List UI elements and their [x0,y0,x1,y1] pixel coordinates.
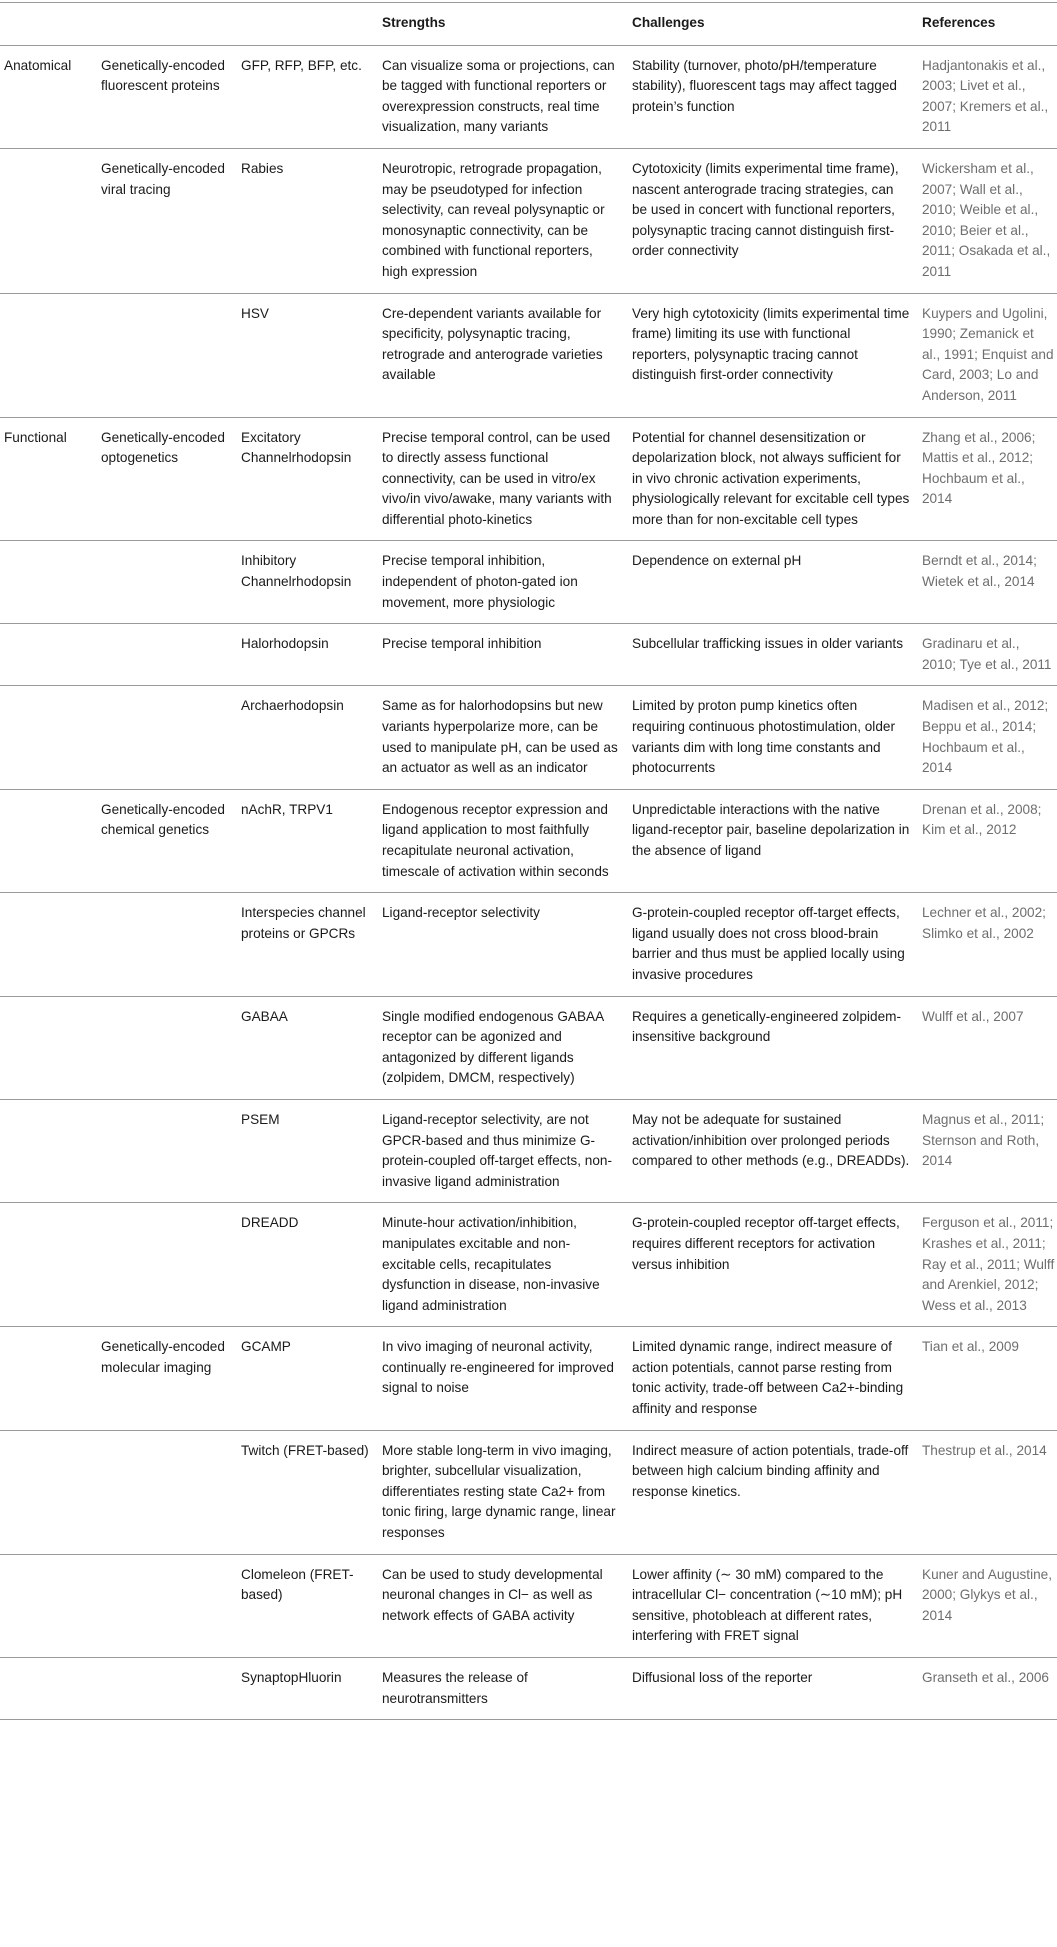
cell-references: Thestrup et al., 2014 [922,1430,1057,1554]
cell-category [0,1658,101,1720]
table-body [0,45,1057,1720]
cell-tool: Excitatory Channelrhodopsin [241,417,382,541]
cell-tool: Interspecies channel proteins or GPCRs [241,893,382,996]
cell-subcategory: Genetically-encoded viral tracing [101,148,241,293]
cell-challenges: Stability (turnover, photo/pH/temperature stability), fluorescent tags may affect tagged protein’s function [632,45,922,148]
cell-category [0,789,101,892]
cell-tool: Rabies [241,148,382,293]
cell-strengths: Measures the release of neurotransmitters [382,1658,632,1720]
cell-subcategory: Genetically-encoded optogenetics [101,417,241,541]
header-challenges: Challenges [632,3,922,46]
cell-challenges: G-protein-coupled receptor off-target effects, requires different receptors for activation versus inhibition [632,1203,922,1327]
cell-references: Magnus et al., 2011; Sternson and Roth, 2014 [922,1099,1057,1202]
cell-strengths: Can visualize soma or projections, can be tagged with functional reporters or overexpression constructs, real time visualization, many variants [382,45,632,148]
cell-references: Ferguson et al., 2011; Krashes et al., 2011; Ray et al., 2011; Wulff and Arenkiel, 2012; Wess et al., 2013 [922,1203,1057,1327]
cell-references: Berndt et al., 2014; Wietek et al., 2014 [922,541,1057,624]
header-strengths: Strengths [382,3,632,46]
cell-subcategory [101,1430,241,1554]
table-row [0,893,1057,996]
cell-strengths: Ligand-receptor selectivity, are not GPCR-based and thus minimize G-protein-coupled off-target effects, non-invasive ligand administration [382,1099,632,1202]
cell-strengths: Single modified endogenous GABAA receptor can be agonized and antagonized by different ligands (zolpidem, DMCM, respectively) [382,996,632,1099]
cell-category [0,148,101,293]
cell-strengths: Minute-hour activation/inhibition, manipulates excitable and non-excitable cells, recapitulates dysfunction in disease, non-invasive ligand administration [382,1203,632,1327]
table-row [0,1658,1057,1720]
cell-subcategory [101,1099,241,1202]
header-subcategory [101,3,241,46]
cell-category [0,624,101,686]
table-row [0,541,1057,624]
cell-references: Lechner et al., 2002; Slimko et al., 2002 [922,893,1057,996]
cell-references: Zhang et al., 2006; Mattis et al., 2012; Hochbaum et al., 2014 [922,417,1057,541]
cell-tool: Archaerhodopsin [241,686,382,789]
cell-challenges: Unpredictable interactions with the native ligand-receptor pair, baseline depolarization in the absence of ligand [632,789,922,892]
cell-challenges: Potential for channel desensitization or depolarization block, not always sufficient for in vivo chronic activation experiments, physiologically relevant for excitable cell types more than for non-excitable cell types [632,417,922,541]
cell-subcategory [101,1554,241,1657]
cell-subcategory [101,893,241,996]
table-row [0,417,1057,541]
cell-challenges: Dependence on external pH [632,541,922,624]
table-row [0,1554,1057,1657]
cell-subcategory [101,1203,241,1327]
cell-references: Wickersham et al., 2007; Wall et al., 2010; Weible et al., 2010; Beier et al., 2011; Osakada et al., 2011 [922,148,1057,293]
table-header [0,3,1057,46]
cell-category: Functional [0,417,101,541]
cell-tool: PSEM [241,1099,382,1202]
cell-challenges: Limited dynamic range, indirect measure of action potentials, cannot parse resting from tonic activity, trade-off between Ca2+-binding affinity and response [632,1327,922,1430]
header-tool [241,3,382,46]
table-row [0,1203,1057,1327]
cell-references: Wulff et al., 2007 [922,996,1057,1099]
cell-challenges: Diffusional loss of the reporter [632,1658,922,1720]
cell-strengths: Neurotropic, retrograde propagation, may be pseudotyped for infection selectivity, can reveal polysynaptic or monosynaptic connectivity, can be combined with functional reporters, high expression [382,148,632,293]
cell-category [0,1099,101,1202]
cell-strengths: Precise temporal inhibition [382,624,632,686]
cell-subcategory [101,293,241,417]
cell-tool: SynaptopHluorin [241,1658,382,1720]
cell-references: Drenan et al., 2008; Kim et al., 2012 [922,789,1057,892]
cell-subcategory [101,541,241,624]
cell-category [0,893,101,996]
cell-tool: Clomeleon (FRET-based) [241,1554,382,1657]
cell-strengths: Ligand-receptor selectivity [382,893,632,996]
cell-strengths: Same as for halorhodopsins but new variants hyperpolarize more, can be used to manipulate pH, can be used as an actuator as well as an indicator [382,686,632,789]
cell-strengths: Precise temporal inhibition, independent of photon-gated ion movement, more physiologic [382,541,632,624]
table-row [0,148,1057,293]
table-row [0,1430,1057,1554]
cell-challenges: May not be adequate for sustained activation/inhibition over prolonged periods compared to other methods (e.g., DREADDs). [632,1099,922,1202]
cell-strengths: Endogenous receptor expression and ligand application to most faithfully recapitulate neuronal activation, timescale of activation within seconds [382,789,632,892]
cell-tool: Halorhodopsin [241,624,382,686]
header-category [0,3,101,46]
cell-references: Tian et al., 2009 [922,1327,1057,1430]
cell-category [0,541,101,624]
cell-subcategory: Genetically-encoded fluorescent proteins [101,45,241,148]
cell-strengths: More stable long-term in vivo imaging, brighter, subcellular visualization, differentiates resting state Ca2+ from tonic firing, large dynamic range, linear responses [382,1430,632,1554]
table-row [0,624,1057,686]
cell-category: Anatomical [0,45,101,148]
cell-strengths: In vivo imaging of neuronal activity, continually re-engineered for improved signal to noise [382,1327,632,1430]
cell-tool: Twitch (FRET-based) [241,1430,382,1554]
cell-strengths: Precise temporal control, can be used to directly assess functional connectivity, can be used in vitro/ex vivo/in vivo/awake, many variants with differential photo-kinetics [382,417,632,541]
cell-challenges: Requires a genetically-engineered zolpidem-insensitive background [632,996,922,1099]
cell-references: Granseth et al., 2006 [922,1658,1057,1720]
cell-subcategory: Genetically-encoded molecular imaging [101,1327,241,1430]
cell-references: Kuner and Augustine, 2000; Glykys et al., 2014 [922,1554,1057,1657]
cell-subcategory [101,996,241,1099]
cell-tool: nAchR, TRPV1 [241,789,382,892]
cell-category [0,1327,101,1430]
cell-category [0,1554,101,1657]
cell-category [0,686,101,789]
table-row [0,686,1057,789]
table-row [0,1099,1057,1202]
cell-challenges: Very high cytotoxicity (limits experimental time frame) limiting its use with functional reporters, polysynaptic tracing cannot distinguish first-order connectivity [632,293,922,417]
cell-references: Kuypers and Ugolini, 1990; Zemanick et al., 1991; Enquist and Card, 2003; Lo and Anderson, 2011 [922,293,1057,417]
cell-tool: GFP, RFP, BFP, etc. [241,45,382,148]
cell-challenges: Indirect measure of action potentials, trade-off between high calcium binding affinity and response kinetics. [632,1430,922,1554]
table-row [0,996,1057,1099]
comparison-table [0,2,1057,1720]
header-row [0,3,1057,46]
cell-tool: GCAMP [241,1327,382,1430]
cell-strengths: Can be used to study developmental neuronal changes in Cl− as well as network effects of GABA activity [382,1554,632,1657]
cell-references: Gradinaru et al., 2010; Tye et al., 2011 [922,624,1057,686]
cell-category [0,1203,101,1327]
cell-category [0,996,101,1099]
cell-challenges: Subcellular trafficking issues in older variants [632,624,922,686]
cell-challenges: G-protein-coupled receptor off-target effects, ligand usually does not cross blood-brain barrier and thus must be applied locally using invasive procedures [632,893,922,996]
cell-subcategory [101,624,241,686]
table-row [0,45,1057,148]
cell-challenges: Lower affinity (∼ 30 mM) compared to the intracellular Cl− concentration (∼10 mM); pH sensitive, photobleach at different rates, interfering with FRET signal [632,1554,922,1657]
header-references: References [922,3,1057,46]
cell-tool: Inhibitory Channelrhodopsin [241,541,382,624]
cell-tool: HSV [241,293,382,417]
cell-challenges: Limited by proton pump kinetics often requiring continuous photostimulation, older variants dim with long time constants and photocurrents [632,686,922,789]
cell-challenges: Cytotoxicity (limits experimental time frame), nascent anterograde tracing strategies, can be used in concert with functional reporters, polysynaptic tracing cannot distinguish first-order connectivity [632,148,922,293]
table-row [0,789,1057,892]
table-row [0,1327,1057,1430]
cell-subcategory [101,1658,241,1720]
table-row [0,293,1057,417]
cell-references: Hadjantonakis et al., 2003; Livet et al., 2007; Kremers et al., 2011 [922,45,1057,148]
cell-category [0,293,101,417]
cell-tool: GABAA [241,996,382,1099]
cell-category [0,1430,101,1554]
cell-strengths: Cre-dependent variants available for specificity, polysynaptic tracing, retrograde and anterograde varieties available [382,293,632,417]
cell-subcategory: Genetically-encoded chemical genetics [101,789,241,892]
cell-subcategory [101,686,241,789]
cell-references: Madisen et al., 2012; Beppu et al., 2014; Hochbaum et al., 2014 [922,686,1057,789]
cell-tool: DREADD [241,1203,382,1327]
